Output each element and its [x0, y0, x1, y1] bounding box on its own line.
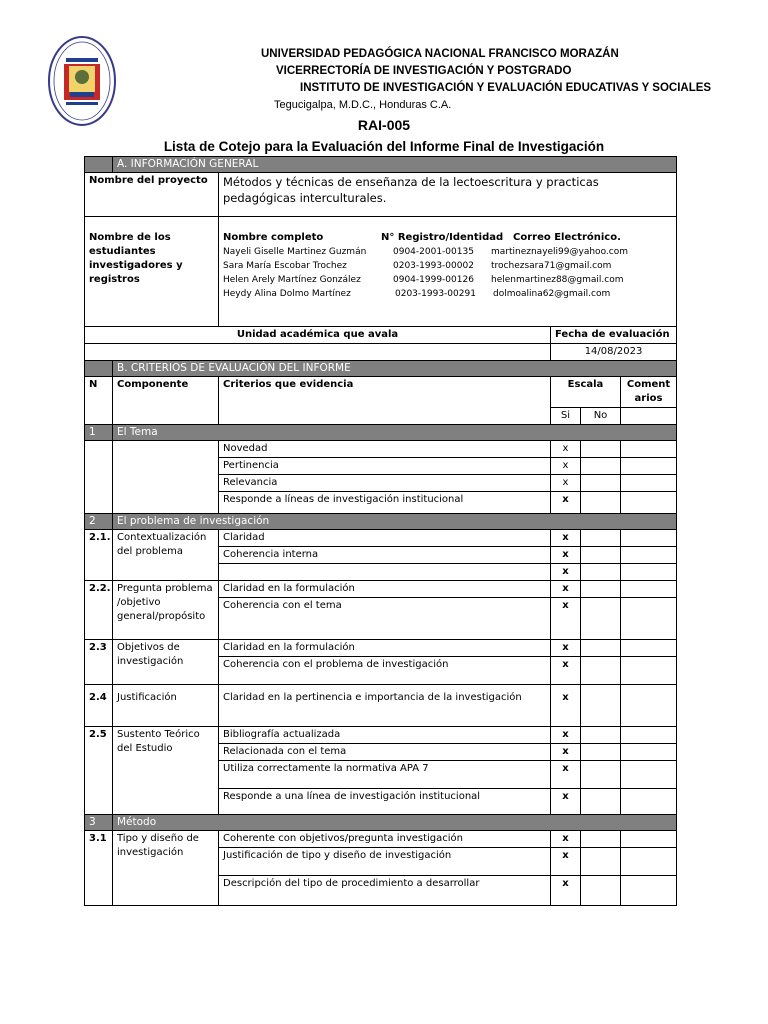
- col-si-header: Si: [551, 408, 581, 425]
- criteria-row: Coherencia con el tema x: [85, 598, 677, 640]
- criteria-row: Coherencia con el problema de investigación x: [85, 657, 677, 685]
- project-label: Nombre del proyecto: [85, 173, 219, 217]
- criteria-row: Responde a una línea de investigación institucional x: [85, 789, 677, 815]
- evaluation-checklist-table: [84, 156, 677, 906]
- students-list: [219, 217, 677, 327]
- location-text: Tegucigalpa, M.D.C., Honduras C.A.: [274, 99, 452, 111]
- section-2-header: 2 El problema de investigación: [85, 514, 677, 530]
- student-row: Nayeli Giselle Martinez Guzmán 0904-2001-00135 martineznayeli99@yahoo.com: [223, 247, 628, 257]
- col-name-header: Nombre completo: [223, 232, 324, 243]
- project-row: [85, 173, 677, 217]
- section-3-title: Método: [113, 815, 677, 831]
- section-3-header: 3 Método: [85, 815, 677, 831]
- students-label: Nombre de los estudiantes investigadores y registros: [85, 217, 219, 327]
- document-title: Lista de Cotejo para la Evaluación del Informe Final de Investigación: [163, 139, 605, 154]
- section-b-header: [85, 361, 677, 377]
- university-seal-logo: [48, 36, 116, 126]
- criteria-row: Novedad x: [85, 441, 677, 458]
- unit-label: Unidad académica que avala: [85, 327, 551, 344]
- criteria-row: 2.2. Pregunta problema /objetivo general/propósito Claridad en la formulación x: [85, 581, 677, 598]
- criteria-row: Responde a líneas de investigación institucional x: [85, 492, 677, 514]
- section-b-title: B. CRITERIOS DE EVALUACIÓN DEL INFORME: [113, 361, 677, 377]
- col-criteria-header: Criterios que evidencia: [219, 377, 551, 425]
- unit-value: [85, 344, 551, 361]
- criteria-row: 2.5 Sustento Teórico del Estudio Bibliografía actualizada x: [85, 727, 677, 744]
- criteria-row: Relacionada con el tema x: [85, 744, 677, 761]
- criteria-row: 2.1. Contextualización del problema Claridad x: [85, 530, 677, 547]
- instituto-name: INSTITUTO DE INVESTIGACIÓN Y EVALUACIÓN EDUCATIVAS Y SOCIALES: [300, 82, 712, 94]
- criteria-row: Pertinencia x: [85, 458, 677, 475]
- unit-date-label-row: [85, 327, 677, 344]
- section-1-title: El Tema: [113, 425, 677, 441]
- col-email-header: Correo Electrónico.: [513, 232, 621, 243]
- criteria-row: Relevancia x: [85, 475, 677, 492]
- student-row: Sara María Escobar Trochez 0203-1993-00002 trochezsara71@gmail.com: [223, 261, 612, 271]
- student-row: Heydy Alina Dolmo Martínez 0203-1993-00291 dolmoalina62@gmail.com: [223, 289, 611, 299]
- criteria-row: Coherencia interna x: [85, 547, 677, 564]
- students-row: [85, 217, 677, 327]
- criteria-row: 2.3 Objetivos de investigación Claridad en la formulación x: [85, 640, 677, 657]
- col-id-header: N° Registro/Identidad: [381, 232, 504, 243]
- criteria-row: Descripción del tipo de procedimiento a desarrollar x: [85, 876, 677, 906]
- section-a-title: A. INFORMACIÓN GENERAL: [113, 157, 677, 173]
- col-comments-header: Comentarios: [621, 377, 677, 408]
- vicerrectoria-name: VICERRECTORÍA DE INVESTIGACIÓN Y POSTGRADO: [276, 65, 572, 77]
- university-name: UNIVERSIDAD PEDAGÓGICA NACIONAL FRANCISCO MORAZÁN: [261, 48, 619, 60]
- section-2-title: El problema de investigación: [113, 514, 677, 530]
- student-row: Helen Arely Martínez González 0904-1999-00126 helenmartinez88@gmail.com: [223, 275, 624, 285]
- criteria-row: Justificación de tipo y diseño de investigación x: [85, 848, 677, 876]
- date-value: 14/08/2023: [551, 344, 677, 361]
- criteria-row: 2.4 Justificación Claridad en la pertinencia e importancia de la investigación x: [85, 685, 677, 727]
- document-code: RAI-005: [357, 117, 411, 133]
- section-1-header: 1 El Tema: [85, 425, 677, 441]
- col-no-header: No: [581, 408, 621, 425]
- col-scale-header: Escala: [551, 377, 621, 408]
- criteria-row: Utiliza correctamente la normativa APA 7 x: [85, 761, 677, 789]
- criteria-header-row: [85, 377, 677, 408]
- unit-date-value-row: [85, 344, 677, 361]
- section-a-header: [85, 157, 677, 173]
- criteria-row: x: [85, 564, 677, 581]
- col-component-header: Componente: [113, 377, 219, 425]
- project-name: Métodos y técnicas de enseñanza de la lectoescritura y practicas pedagógicas interculturales.: [219, 173, 677, 217]
- date-label: Fecha de evaluación: [551, 327, 677, 344]
- col-n-header: N: [85, 377, 113, 425]
- criteria-row: 3.1 Tipo y diseño de investigación Coherente con objetivos/pregunta investigación x: [85, 831, 677, 848]
